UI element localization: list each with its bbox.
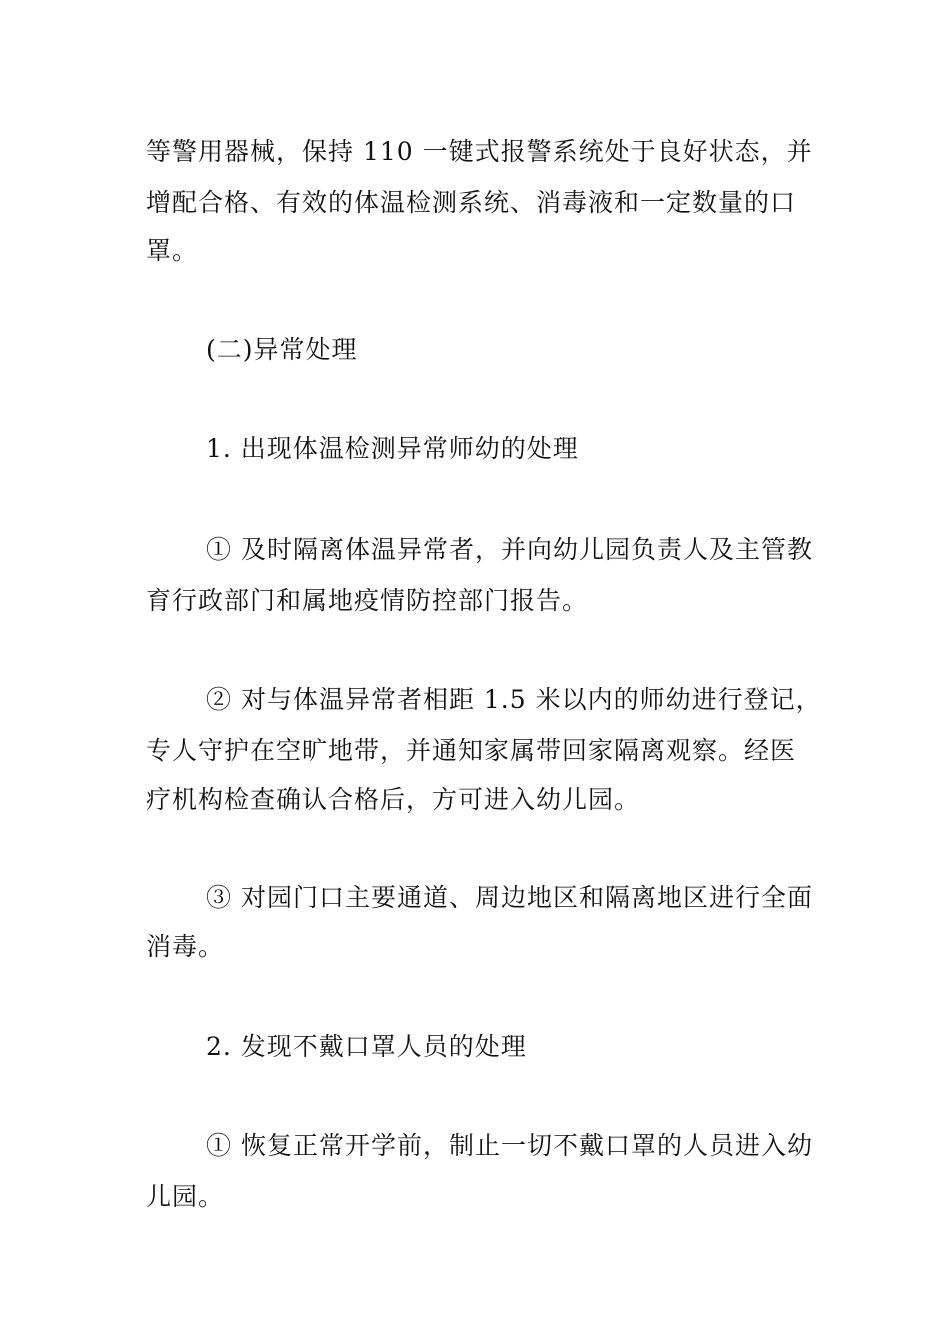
point-line: ③ 对园门口主要通道、周边地区和隔离地区进行全面: [206, 883, 813, 912]
point-line: 儿园。: [146, 1182, 225, 1211]
paragraph-line: 增配合格、有效的体温检测系统、消毒液和一定数量的口: [146, 188, 797, 217]
point-line: ① 恢复正常开学前，制止一切不戴口罩的人员进入幼: [206, 1131, 813, 1160]
item-heading-2: 2. 发现不戴口罩人员的处理: [206, 1032, 527, 1061]
point-line: ② 对与体温异常者相距 1.5 米以内的师幼进行登记，: [206, 685, 822, 714]
paragraph-line: 罩。: [146, 236, 199, 265]
point-line: 疗机构检查确认合格后，方可进入幼儿园。: [146, 785, 641, 814]
section-heading: (二)异常处理: [206, 335, 358, 364]
paragraph-line: 等警用器械，保持 110 一键式报警系统处于良好状态，并: [146, 137, 813, 166]
point-line: 消毒。: [146, 932, 225, 961]
item-heading-1: 1. 出现体温检测异常师幼的处理: [206, 434, 579, 463]
point-line: 专人守护在空旷地带，并通知家属带回家隔离观察。经医: [146, 736, 797, 765]
point-line: 育行政部门和属地疫情防控部门报告。: [146, 586, 589, 615]
point-line: ① 及时隔离体温异常者，并向幼儿园负责人及主管教: [206, 535, 813, 564]
